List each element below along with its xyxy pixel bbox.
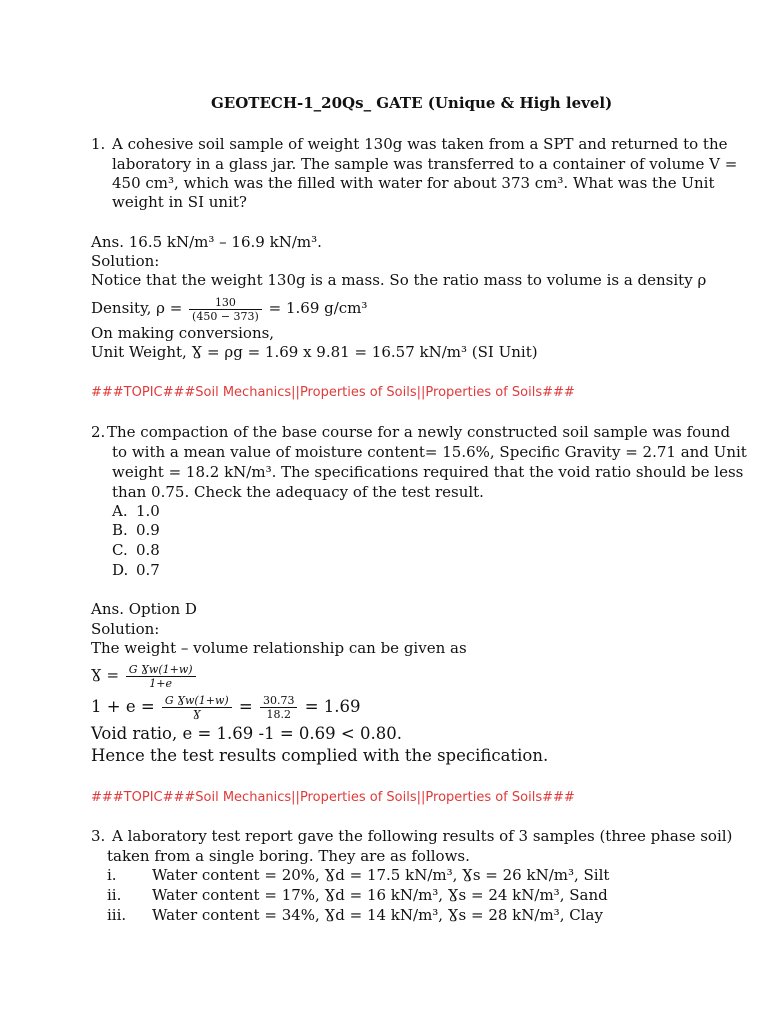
q3-item-3-text: Water content = 34%, Ɣd = 14 kN/m³, Ɣs = 28 kN/m³, Clay bbox=[152, 906, 603, 924]
q3-line-2: taken from a single boring. They are as follows. bbox=[107, 847, 470, 865]
q1-density-numerator: 130 bbox=[214, 295, 236, 309]
q2-option-b-value: 0.9 bbox=[136, 521, 160, 539]
q1-number: 1. bbox=[91, 135, 106, 153]
q2-option-c-label: C. bbox=[112, 541, 128, 559]
q1-line-3: 450 cm³, which was the filled with water for about 373 cm³. What was the Unit bbox=[112, 174, 715, 192]
q3-item-2-text: Water content = 17%, Ɣd = 16 kN/m³, Ɣs = 24 kN/m³, Sand bbox=[152, 886, 608, 904]
q2-option-d-value: 0.7 bbox=[136, 561, 160, 579]
q2-option-d-label: D. bbox=[112, 561, 129, 579]
q2-equation-1 bbox=[91, 659, 198, 691]
q2-equation-2 bbox=[91, 690, 361, 724]
q3-item-3-label: iii. bbox=[107, 906, 127, 924]
q2-number: 2. bbox=[91, 423, 106, 441]
topic-tag-1: ###TOPIC###Soil Mechanics||Properties of Soils||Properties of Soils### bbox=[91, 385, 575, 400]
q1-notice: Notice that the weight 130g is a mass. So the ratio mass to volume is a density ρ bbox=[91, 271, 707, 289]
q2-conclusion: Hence the test results complied with the specification. bbox=[91, 746, 549, 765]
q2-eq1-lhs: Ɣ = bbox=[91, 666, 120, 684]
q2-eq2-lhs: 1 + e = bbox=[91, 697, 155, 716]
q1-density-equation bbox=[91, 293, 367, 323]
q1-density-result: = 1.69 g/cm³ bbox=[268, 299, 368, 317]
q2-eq2-numerator: G Ɣw(1+w) bbox=[164, 694, 229, 707]
q3-number: 3. bbox=[91, 827, 106, 845]
q3-item-2-label: ii. bbox=[107, 886, 122, 904]
document-title: GEOTECH-1_20Qs_ GATE (Unique & High level) bbox=[211, 94, 613, 112]
q1-density-denominator: (450 − 373) bbox=[189, 309, 262, 323]
q2-line-2: to with a mean value of moisture content= 15.6%, Specific Gravity = 2.71 and Unit bbox=[112, 443, 747, 461]
q3-item-1-label: i. bbox=[107, 866, 117, 884]
q2-eq2-denominator: Ɣ bbox=[162, 707, 232, 721]
q2-eq1-numerator: G Ɣw(1+w) bbox=[128, 662, 193, 676]
q2-option-a-value: 1.0 bbox=[136, 502, 160, 520]
q1-line-4: weight in SI unit? bbox=[112, 193, 247, 211]
q3-item-1-text: Water content = 20%, Ɣd = 17.5 kN/m³, Ɣs = 26 kN/m³, Silt bbox=[152, 866, 610, 884]
q2-eq2-equals: = bbox=[238, 697, 253, 716]
q2-eq1-fraction bbox=[126, 663, 196, 690]
q2-line-3: weight = 18.2 kN/m³. The specifications required that the void ratio should be less bbox=[112, 463, 744, 481]
q2-void-ratio: Void ratio, e = 1.69 -1 = 0.69 < 0.80. bbox=[91, 724, 402, 743]
q1-unit-weight: Unit Weight, Ɣ = ρg = 1.69 x 9.81 = 16.57 kN/m³ (SI Unit) bbox=[91, 343, 538, 361]
topic-tag-2: ###TOPIC###Soil Mechanics||Properties of Soils||Properties of Soils### bbox=[91, 790, 575, 805]
q2-eq2-numerator-2: 30.73 bbox=[262, 694, 295, 707]
q2-eq2-fraction bbox=[162, 694, 232, 721]
q1-line-1: A cohesive soil sample of weight 130g was taken from a SPT and returned to the bbox=[112, 135, 728, 153]
q2-line-4: than 0.75. Check the adequacy of the test result. bbox=[112, 483, 484, 501]
q1-answer: Ans. 16.5 kN/m³ – 16.9 kN/m³. bbox=[91, 233, 322, 251]
q1-density-fraction bbox=[189, 296, 262, 323]
q2-eq2-fraction-2 bbox=[260, 694, 298, 721]
q1-line-2: laboratory in a glass jar. The sample was transferred to a container of volume V = bbox=[112, 155, 738, 173]
q2-eq1-denominator: 1+e bbox=[126, 676, 196, 690]
q1-conversion: On making conversions, bbox=[91, 324, 275, 342]
q2-answer: Ans. Option D bbox=[91, 600, 197, 618]
q2-eq2-result: = 1.69 bbox=[304, 697, 361, 716]
q2-line-1: The compaction of the base course for a newly constructed soil sample was found bbox=[107, 423, 731, 441]
q2-option-b-label: B. bbox=[112, 521, 128, 539]
q3-line-1: A laboratory test report gave the following results of 3 samples (three phase soil) bbox=[112, 827, 733, 845]
q1-density-prefix: Density, ρ = bbox=[91, 299, 183, 317]
q2-solution-label: Solution: bbox=[91, 620, 160, 638]
q2-eq2-denominator-2: 18.2 bbox=[260, 707, 298, 721]
q2-option-a-label: A. bbox=[112, 502, 128, 520]
q2-relationship: The weight – volume relationship can be given as bbox=[91, 639, 467, 657]
q1-solution-label: Solution: bbox=[91, 252, 160, 270]
q2-option-c-value: 0.8 bbox=[136, 541, 160, 559]
